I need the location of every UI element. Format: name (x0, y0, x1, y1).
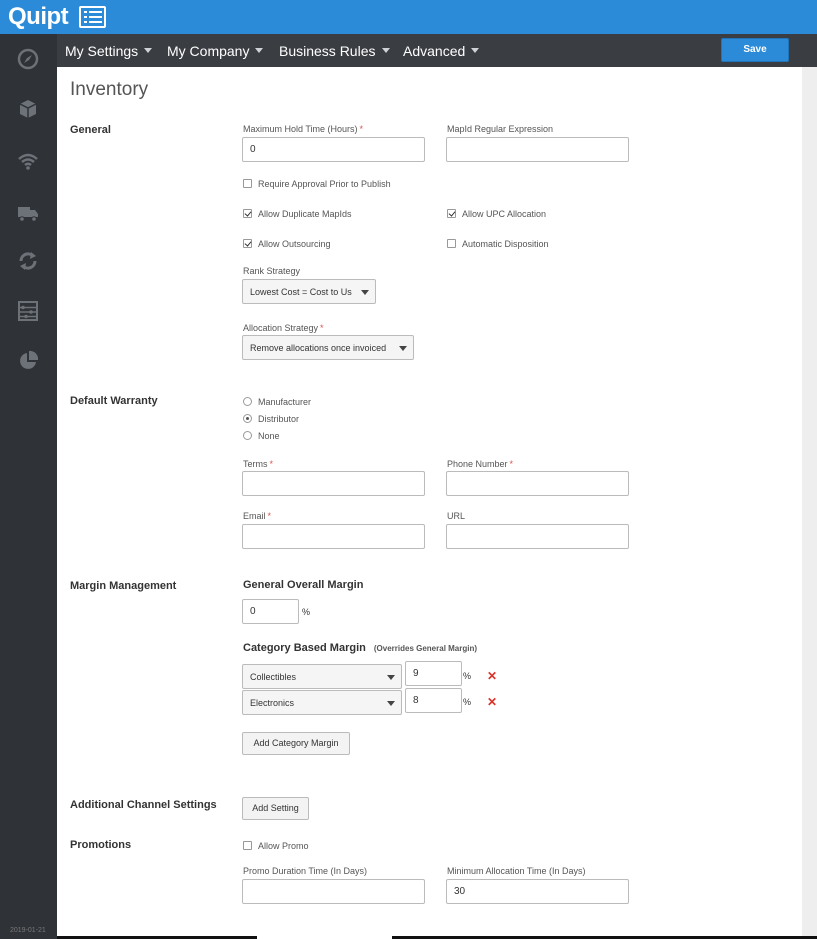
nav-bar (57, 34, 817, 67)
sync-icon[interactable] (17, 250, 39, 272)
section-general: General (70, 124, 111, 136)
rank-strategy-value: Lowest Cost = Cost to Us (250, 287, 352, 297)
email-input[interactable] (242, 524, 425, 549)
allocation-strategy-label (243, 323, 324, 333)
promo-duration-label: Promo Duration Time (In Days) (243, 866, 368, 876)
terms-label-text: Terms (243, 459, 268, 469)
box-icon[interactable] (17, 98, 39, 120)
percent-sign: % (463, 671, 472, 681)
nav-my-settings[interactable] (65, 43, 152, 59)
rank-strategy-label: Rank Strategy (243, 266, 301, 276)
max-hold-label (243, 124, 363, 134)
sidebar (0, 34, 57, 939)
add-category-margin-button[interactable]: Add Category Margin (242, 732, 350, 755)
email-label (243, 511, 271, 521)
email-label-text: Email (243, 511, 266, 521)
phone-label-text: Phone Number (447, 459, 508, 469)
abacus-icon[interactable] (17, 300, 39, 322)
section-promotions: Promotions (70, 839, 132, 851)
auto-disposition-checkbox[interactable] (447, 239, 456, 248)
allocation-strategy-label-text: Allocation Strategy (243, 323, 319, 333)
phone-label (447, 459, 513, 469)
warranty-manufacturer-radio[interactable] (243, 397, 252, 406)
require-approval-label: Require Approval Prior to Publish (258, 179, 391, 189)
date-label: 2019-01-21 (10, 927, 46, 934)
allow-duplicate-label: Allow Duplicate MapIds (258, 209, 352, 219)
warranty-distributor-label: Distributor (258, 414, 300, 424)
category-margin-note: (Overrides General Margin) (373, 644, 478, 653)
nav-business-rules[interactable] (279, 43, 390, 59)
list-icon[interactable] (79, 6, 106, 28)
nav-advanced-label: Advanced (403, 43, 466, 59)
required-marker: * (509, 459, 514, 469)
mapid-regex-label: MapId Regular Expression (447, 124, 554, 134)
section-margin-management: Margin Management (70, 580, 177, 592)
min-alloc-input[interactable]: 30 (446, 879, 629, 904)
category-margin-input[interactable]: 9 (405, 661, 462, 686)
category-margin-heading (243, 642, 477, 654)
app-logo[interactable]: Quipt (8, 3, 69, 30)
allow-duplicate-checkbox[interactable] (243, 209, 252, 218)
add-setting-button[interactable]: Add Setting (242, 797, 309, 820)
category-select-electronics[interactable] (242, 690, 402, 715)
pie-chart-icon[interactable] (17, 350, 39, 372)
allow-upc-checkbox[interactable] (447, 209, 456, 218)
chevron-down-icon (399, 346, 407, 351)
auto-disposition-label: Automatic Disposition (462, 239, 549, 249)
chevron-down-icon (144, 48, 152, 53)
required-marker: * (359, 124, 364, 134)
warranty-manufacturer-label: Manufacturer (258, 397, 312, 407)
max-hold-input[interactable]: 0 (242, 137, 425, 162)
allocation-strategy-value: Remove allocations once invoiced (250, 343, 387, 353)
x-icon[interactable]: ✕ (487, 695, 498, 709)
x-icon[interactable]: ✕ (487, 669, 498, 683)
category-value: Electronics (250, 698, 295, 708)
chevron-down-icon (387, 701, 395, 706)
percent-sign: % (302, 607, 311, 617)
allow-promo-label: Allow Promo (258, 841, 309, 851)
terms-input[interactable] (242, 471, 425, 496)
general-margin-heading: General Overall Margin (243, 579, 364, 591)
wifi-icon[interactable] (17, 150, 39, 172)
category-select-collectibles[interactable] (242, 664, 402, 689)
allow-outsourcing-label: Allow Outsourcing (258, 239, 331, 249)
required-marker: * (269, 459, 274, 469)
required-marker: * (267, 511, 272, 521)
nav-business-rules-label: Business Rules (279, 43, 376, 59)
percent-sign: % (463, 697, 472, 707)
chevron-down-icon (255, 48, 263, 53)
warranty-none-radio[interactable] (243, 431, 252, 440)
mapid-regex-input[interactable] (446, 137, 629, 162)
chevron-down-icon (471, 48, 479, 53)
min-alloc-label: Minimum Allocation Time (In Days) (447, 866, 586, 876)
require-approval-checkbox[interactable] (243, 179, 252, 188)
allocation-strategy-select[interactable] (242, 335, 414, 360)
warranty-distributor-radio[interactable] (243, 414, 252, 423)
scrollbar[interactable] (802, 67, 817, 939)
truck-icon[interactable] (17, 202, 39, 224)
allow-promo-checkbox[interactable] (243, 841, 252, 850)
nav-my-settings-label: My Settings (65, 43, 139, 59)
nav-my-company[interactable] (167, 43, 263, 59)
allow-upc-label: Allow UPC Allocation (462, 209, 547, 219)
allow-outsourcing-checkbox[interactable] (243, 239, 252, 248)
url-label: URL (447, 511, 466, 521)
max-hold-label-text: Maximum Hold Time (Hours) (243, 124, 358, 134)
nav-my-company-label: My Company (167, 43, 250, 59)
page-title: Inventory (70, 79, 149, 100)
chevron-down-icon (361, 290, 369, 295)
nav-advanced[interactable] (403, 43, 479, 59)
category-margin-heading-text: Category Based Margin (243, 642, 366, 654)
top-bar (0, 0, 817, 34)
phone-input[interactable] (446, 471, 629, 496)
compass-icon[interactable] (17, 48, 39, 70)
warranty-none-label: None (258, 431, 280, 441)
rank-strategy-select[interactable] (242, 279, 376, 304)
section-additional-channel-settings: Additional Channel Settings (70, 799, 217, 811)
general-margin-input[interactable]: 0 (242, 599, 299, 624)
save-button[interactable]: Save (721, 38, 789, 62)
url-input[interactable] (446, 524, 629, 549)
chevron-down-icon (382, 48, 390, 53)
chevron-down-icon (387, 675, 395, 680)
category-margin-input[interactable]: 8 (405, 688, 462, 713)
required-marker: * (320, 323, 324, 333)
category-value: Collectibles (250, 672, 297, 682)
terms-label (243, 459, 273, 469)
promo-duration-input[interactable] (242, 879, 425, 904)
section-default-warranty: Default Warranty (70, 395, 158, 407)
